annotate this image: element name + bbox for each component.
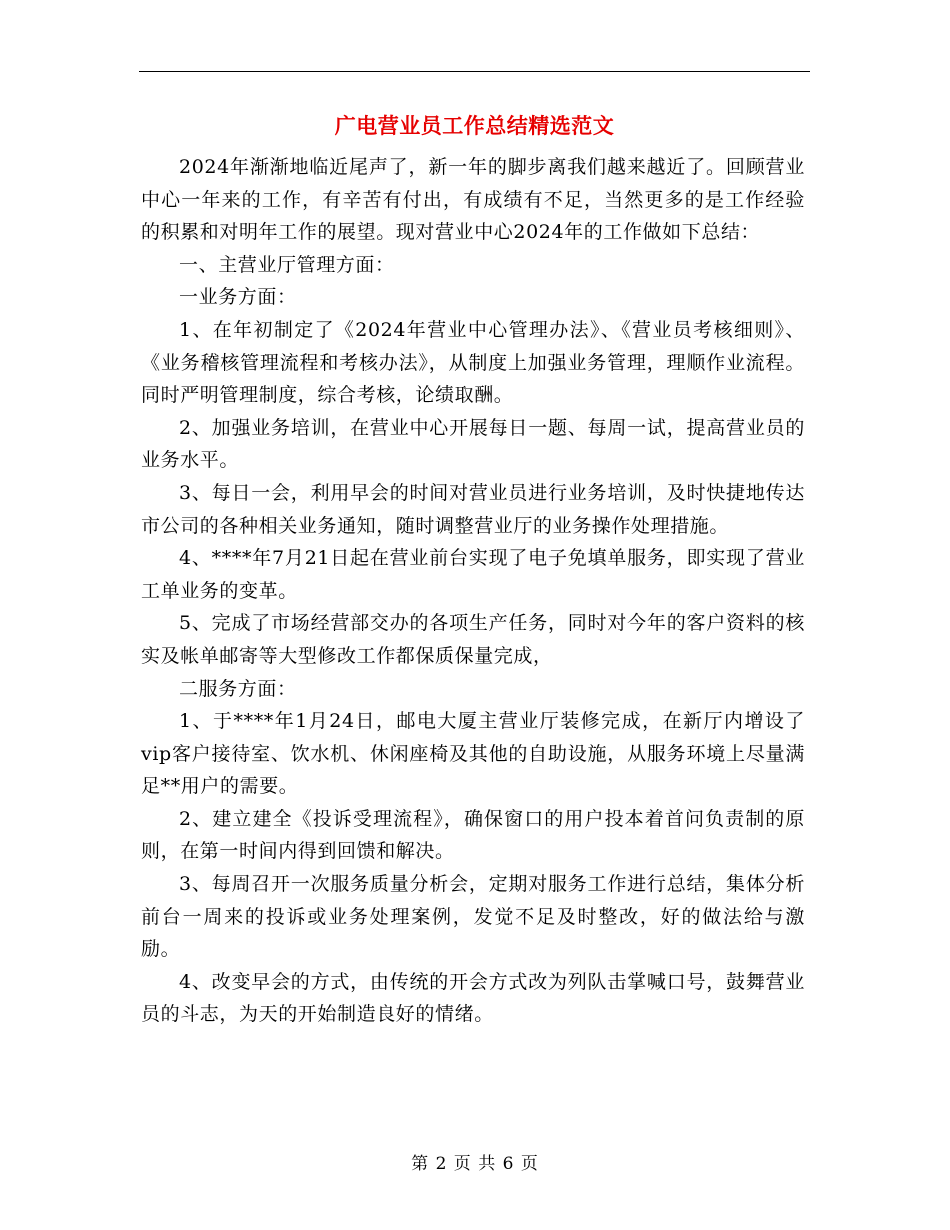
paragraph-business-2: 2、加强业务培训，在营业中心开展每日一题、每周一试，提高营业员的业务水平。 — [141, 416, 805, 472]
footer-suffix: 页 — [520, 1154, 539, 1174]
header-rule — [139, 71, 810, 72]
paragraph-service-1: 1、于****年1月24日，邮电大厦主营业厅装修完成，在新厅内增设了vip客户接待室、饮水机、休闲座椅及其他的自助设施，从服务环境上尽量满足**用户的需要。 — [141, 710, 805, 798]
subheading-business: 一业务方面： — [179, 286, 297, 309]
document-title: 广电营业员工作总结精选范文 — [334, 114, 615, 138]
paragraph-service-2: 2、建立建全《投诉受理流程》，确保窗口的用户投本着首问负责制的原则，在第一时间内得到回馈和解决。 — [141, 807, 805, 863]
footer-page-number: 2 — [435, 1154, 448, 1174]
paragraph-business-3: 3、每日一会，利用早会的时间对营业员进行业务培训，及时快捷地传达市公司的各种相关业务通知，随时调整营业厅的业务操作处理措施。 — [141, 481, 805, 537]
footer-prefix: 第 — [411, 1154, 430, 1174]
paragraph-service-4: 4、改变早会的方式，由传统的开会方式改为列队击掌喊口号，鼓舞营业员的斗志，为天的开始制造良好的情绪。 — [141, 970, 805, 1026]
document-body — [141, 151, 805, 1031]
subheading-service: 二服务方面： — [179, 677, 297, 700]
paragraph-intro: 2024年渐渐地临近尾声了，新一年的脚步离我们越来越近了。回顾营业中心一年来的工作，有辛苦有付出，有成绩有不足，当然更多的是工作经验的积累和对明年工作的展望。现对营业中心2024年的工作做如下总结： — [141, 156, 805, 244]
paragraph-business-1: 1、在年初制定了《2024年营业中心管理办法》、《营业员考核细则》、《业务稽核管理流程和考核办法》，从制度上加强业务管理，理顺作业流程。同时严明管理制度，综合考核，论绩取酬。 — [141, 318, 805, 407]
footer-total-pages: 6 — [502, 1154, 515, 1174]
paragraph-service-3: 3、每周召开一次服务质量分析会，定期对服务工作进行总结，集体分析前台一周来的投诉或业务处理案例，发觉不足及时整改，好的做法给与激励。 — [141, 873, 805, 961]
paragraph-business-4: 4、****年7月21日起在营业前台实现了电子免填单服务，即实现了营业工单业务的变革。 — [141, 547, 805, 602]
paragraph-business-5: 5、完成了市场经营部交办的各项生产任务，同时对今年的客户资料的核实及帐单邮寄等大型修改工作都保质保量完成， — [141, 612, 805, 667]
footer-middle: 页 共 — [453, 1154, 497, 1174]
page-footer — [0, 1152, 950, 1176]
heading-main-hall: 一、主营业厅管理方面： — [179, 253, 395, 276]
